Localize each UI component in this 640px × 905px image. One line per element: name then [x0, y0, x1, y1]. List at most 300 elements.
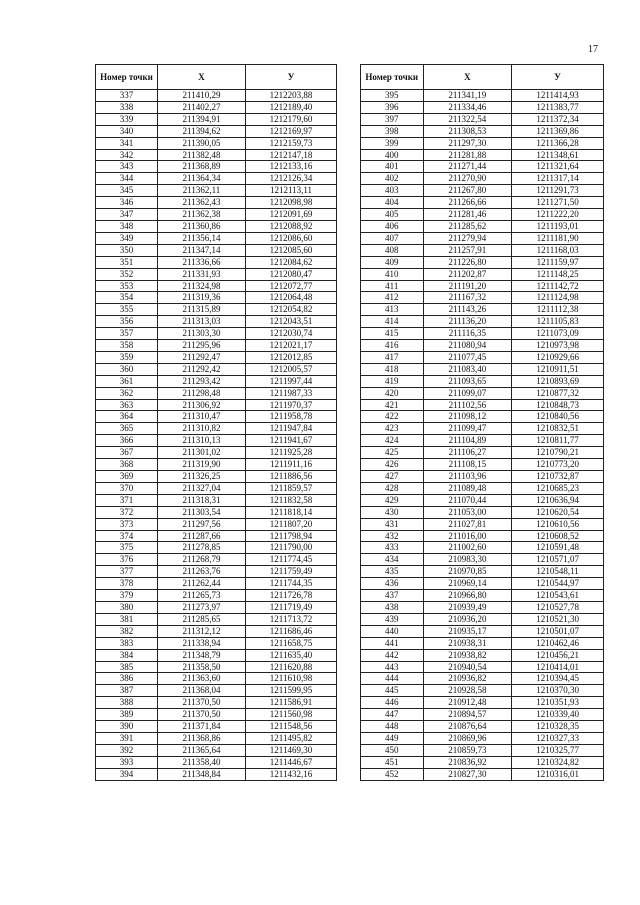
point-number-cell: 427: [361, 471, 424, 483]
x-cell: 211293,42: [158, 375, 246, 387]
table-row: [96, 268, 337, 280]
point-number-cell: 448: [361, 721, 424, 733]
y-cell: 1210456,21: [512, 649, 604, 661]
point-number-cell: 356: [96, 316, 158, 328]
table-row: [96, 113, 337, 125]
table-row: [96, 423, 337, 435]
y-cell: 1210414,01: [512, 661, 604, 673]
table-row: [361, 351, 604, 363]
table-row: [96, 399, 337, 411]
x-cell: 210869,96: [423, 732, 512, 744]
y-cell: 1210544,97: [512, 578, 604, 590]
x-cell: 211370,50: [158, 709, 246, 721]
x-cell: 210827,30: [423, 768, 512, 780]
point-number-cell: 394: [96, 768, 158, 780]
table-row: [96, 173, 337, 185]
table-row: [96, 566, 337, 578]
x-cell: 211077,45: [423, 351, 512, 363]
y-cell: 1211181,90: [512, 232, 604, 244]
table-row: [361, 209, 604, 221]
table-row: [96, 256, 337, 268]
x-cell: 210859,73: [423, 744, 512, 756]
x-cell: 211080,94: [423, 340, 512, 352]
x-cell: 211093,65: [423, 375, 512, 387]
x-cell: 211338,94: [158, 637, 246, 649]
table-row: [361, 268, 604, 280]
header-y: У: [512, 65, 604, 90]
table-row: [361, 471, 604, 483]
table-row: [96, 685, 337, 697]
x-cell: 211336,66: [158, 256, 246, 268]
table-row: [361, 90, 604, 102]
x-cell: 210928,58: [423, 685, 512, 697]
x-cell: 210939,49: [423, 601, 512, 613]
y-cell: 1212012,85: [246, 351, 337, 363]
table-row: [361, 197, 604, 209]
point-number-cell: 363: [96, 399, 158, 411]
y-cell: 1212005,57: [246, 363, 337, 375]
table-row: [361, 482, 604, 494]
point-number-cell: 415: [361, 328, 424, 340]
table-row: [361, 697, 604, 709]
point-number-cell: 450: [361, 744, 424, 756]
x-cell: 211136,20: [423, 316, 512, 328]
x-cell: 211098,12: [423, 411, 512, 423]
table-row: [361, 232, 604, 244]
table-row: [361, 244, 604, 256]
x-cell: 211348,79: [158, 649, 246, 661]
y-cell: 1211414,93: [512, 90, 604, 102]
y-cell: 1211432,16: [246, 768, 337, 780]
table-row: [96, 673, 337, 685]
y-cell: 1210893,69: [512, 375, 604, 387]
y-cell: 1211148,25: [512, 268, 604, 280]
table-row: [361, 613, 604, 625]
y-cell: 1210773,20: [512, 459, 604, 471]
x-cell: 211053,00: [423, 506, 512, 518]
y-cell: 1210877,32: [512, 387, 604, 399]
point-number-cell: 440: [361, 625, 424, 637]
table-row: [96, 637, 337, 649]
y-cell: 1212147,18: [246, 149, 337, 161]
point-number-cell: 416: [361, 340, 424, 352]
x-cell: 211341,19: [423, 90, 512, 102]
y-cell: 1212021,17: [246, 340, 337, 352]
y-cell: 1211987,33: [246, 387, 337, 399]
table-row: [96, 125, 337, 137]
point-number-cell: 346: [96, 197, 158, 209]
point-number-cell: 373: [96, 518, 158, 530]
point-number-cell: 388: [96, 697, 158, 709]
point-number-cell: 426: [361, 459, 424, 471]
point-number-cell: 351: [96, 256, 158, 268]
y-cell: 1211947,84: [246, 423, 337, 435]
table-row: [361, 411, 604, 423]
point-number-cell: 422: [361, 411, 424, 423]
point-number-cell: 355: [96, 304, 158, 316]
y-cell: 1211369,86: [512, 125, 604, 137]
table-row: [361, 744, 604, 756]
x-cell: 211356,14: [158, 232, 246, 244]
y-cell: 1212084,62: [246, 256, 337, 268]
point-number-cell: 392: [96, 744, 158, 756]
x-cell: 211106,27: [423, 447, 512, 459]
x-cell: 211318,31: [158, 494, 246, 506]
table-row: [361, 756, 604, 768]
point-number-cell: 344: [96, 173, 158, 185]
y-cell: 1210636,94: [512, 494, 604, 506]
x-cell: 211273,97: [158, 601, 246, 613]
table-row: [361, 316, 604, 328]
x-cell: 211324,98: [158, 280, 246, 292]
y-cell: 1211726,78: [246, 590, 337, 602]
point-number-cell: 391: [96, 732, 158, 744]
x-cell: 211394,91: [158, 113, 246, 125]
table-row: [96, 280, 337, 292]
y-cell: 1210543,61: [512, 590, 604, 602]
point-number-cell: 425: [361, 447, 424, 459]
point-number-cell: 438: [361, 601, 424, 613]
x-cell: 211362,38: [158, 209, 246, 221]
y-cell: 1211271,50: [512, 197, 604, 209]
x-cell: 211402,27: [158, 101, 246, 113]
x-cell: 211257,91: [423, 244, 512, 256]
y-cell: 1210973,98: [512, 340, 604, 352]
x-cell: 210966,80: [423, 590, 512, 602]
y-cell: 1211291,73: [512, 185, 604, 197]
x-cell: 211368,89: [158, 161, 246, 173]
x-cell: 211271,44: [423, 161, 512, 173]
y-cell: 1210316,01: [512, 768, 604, 780]
x-cell: 211270,90: [423, 173, 512, 185]
point-number-cell: 434: [361, 554, 424, 566]
point-number-cell: 431: [361, 518, 424, 530]
point-number-cell: 406: [361, 220, 424, 232]
table-row: [96, 518, 337, 530]
x-cell: 211334,46: [423, 101, 512, 113]
y-cell: 1211635,40: [246, 649, 337, 661]
y-cell: 1211372,34: [512, 113, 604, 125]
table-row: [96, 768, 337, 780]
y-cell: 1211997,44: [246, 375, 337, 387]
point-number-cell: 444: [361, 673, 424, 685]
y-cell: 1211383,77: [512, 101, 604, 113]
x-cell: 211089,48: [423, 482, 512, 494]
x-cell: 211262,44: [158, 578, 246, 590]
y-cell: 1211586,91: [246, 697, 337, 709]
table-row: [96, 756, 337, 768]
x-cell: 211308,53: [423, 125, 512, 137]
table-row: [96, 411, 337, 423]
y-cell: 1212159,73: [246, 137, 337, 149]
table-row: [361, 494, 604, 506]
y-cell: 1212126,34: [246, 173, 337, 185]
x-cell: 211363,60: [158, 673, 246, 685]
point-number-cell: 354: [96, 292, 158, 304]
x-cell: 211116,35: [423, 328, 512, 340]
point-number-cell: 341: [96, 137, 158, 149]
table-row: [361, 721, 604, 733]
point-number-cell: 387: [96, 685, 158, 697]
table-row: [96, 161, 337, 173]
y-cell: 1212054,82: [246, 304, 337, 316]
point-number-cell: 442: [361, 649, 424, 661]
header-y: У: [246, 65, 337, 90]
table-row: [361, 542, 604, 554]
table-row: [96, 197, 337, 209]
y-cell: 1211925,28: [246, 447, 337, 459]
point-number-cell: 405: [361, 209, 424, 221]
x-cell: 211298,48: [158, 387, 246, 399]
point-number-cell: 348: [96, 220, 158, 232]
y-cell: 1212043,51: [246, 316, 337, 328]
table-row: [361, 328, 604, 340]
y-cell: 1211560,98: [246, 709, 337, 721]
point-number-cell: 432: [361, 530, 424, 542]
point-number-cell: 385: [96, 661, 158, 673]
x-cell: 211266,66: [423, 197, 512, 209]
x-cell: 211394,62: [158, 125, 246, 137]
table-row: [361, 506, 604, 518]
table-row: [96, 375, 337, 387]
y-cell: 1211073,09: [512, 328, 604, 340]
point-number-cell: 437: [361, 590, 424, 602]
x-cell: 211365,64: [158, 744, 246, 756]
y-cell: 1212088,92: [246, 220, 337, 232]
table-row: [361, 685, 604, 697]
y-cell: 1211124,98: [512, 292, 604, 304]
y-cell: 1211610,98: [246, 673, 337, 685]
table-row: [96, 625, 337, 637]
x-cell: 210894,57: [423, 709, 512, 721]
table-row: [96, 209, 337, 221]
point-number-cell: 428: [361, 482, 424, 494]
x-cell: 211027,81: [423, 518, 512, 530]
x-cell: 211297,56: [158, 518, 246, 530]
point-number-cell: 347: [96, 209, 158, 221]
point-number-cell: 378: [96, 578, 158, 590]
point-number-cell: 377: [96, 566, 158, 578]
table-row: [361, 399, 604, 411]
table-row: [96, 542, 337, 554]
y-cell: 1210685,23: [512, 482, 604, 494]
x-cell: 211319,36: [158, 292, 246, 304]
y-cell: 1211366,28: [512, 137, 604, 149]
x-cell: 211083,40: [423, 363, 512, 375]
point-number-cell: 447: [361, 709, 424, 721]
point-number-cell: 364: [96, 411, 158, 423]
point-number-cell: 417: [361, 351, 424, 363]
x-cell: 211315,89: [158, 304, 246, 316]
table-row: [96, 578, 337, 590]
y-cell: 1211719,49: [246, 601, 337, 613]
table-row: [96, 601, 337, 613]
table-row: [361, 566, 604, 578]
header-x: X: [158, 65, 246, 90]
x-cell: 211358,50: [158, 661, 246, 673]
point-number-cell: 408: [361, 244, 424, 256]
point-number-cell: 353: [96, 280, 158, 292]
x-cell: 211310,13: [158, 435, 246, 447]
x-cell: 211310,47: [158, 411, 246, 423]
x-cell: 211410,29: [158, 90, 246, 102]
x-cell: 211268,79: [158, 554, 246, 566]
table-row: [96, 292, 337, 304]
y-cell: 1211958,78: [246, 411, 337, 423]
y-cell: 1210527,78: [512, 601, 604, 613]
table-row: [96, 435, 337, 447]
table-row: [96, 244, 337, 256]
point-number-cell: 412: [361, 292, 424, 304]
x-cell: 211226,80: [423, 256, 512, 268]
point-number-cell: 410: [361, 268, 424, 280]
y-cell: 1210840,56: [512, 411, 604, 423]
table-row: [96, 590, 337, 602]
y-cell: 1210610,56: [512, 518, 604, 530]
y-cell: 1210328,35: [512, 721, 604, 733]
y-cell: 1210832,51: [512, 423, 604, 435]
y-cell: 1211620,88: [246, 661, 337, 673]
y-cell: 1212080,47: [246, 268, 337, 280]
x-cell: 211191,20: [423, 280, 512, 292]
y-cell: 1210732,87: [512, 471, 604, 483]
point-number-cell: 423: [361, 423, 424, 435]
x-cell: 211331,93: [158, 268, 246, 280]
point-number-cell: 358: [96, 340, 158, 352]
table-row: [96, 220, 337, 232]
point-number-cell: 445: [361, 685, 424, 697]
point-number-cell: 398: [361, 125, 424, 137]
x-cell: 211099,47: [423, 423, 512, 435]
point-number-cell: 343: [96, 161, 158, 173]
x-cell: 211263,76: [158, 566, 246, 578]
point-number-cell: 339: [96, 113, 158, 125]
x-cell: 211303,54: [158, 506, 246, 518]
y-cell: 1210620,54: [512, 506, 604, 518]
x-cell: 211348,84: [158, 768, 246, 780]
x-cell: 211167,32: [423, 292, 512, 304]
header-point-number: Номер точки: [361, 65, 424, 90]
y-cell: 1210324,82: [512, 756, 604, 768]
table-row: [361, 518, 604, 530]
y-cell: 1211790,00: [246, 542, 337, 554]
point-number-cell: 361: [96, 375, 158, 387]
table-row: [96, 232, 337, 244]
x-cell: 211103,96: [423, 471, 512, 483]
header-point-number: Номер точки: [96, 65, 158, 90]
y-cell: 1211911,16: [246, 459, 337, 471]
table-row: [361, 459, 604, 471]
y-cell: 1212179,60: [246, 113, 337, 125]
table-row: [96, 351, 337, 363]
x-cell: 211370,50: [158, 697, 246, 709]
y-cell: 1210608,52: [512, 530, 604, 542]
x-cell: 211306,92: [158, 399, 246, 411]
table-row: [96, 459, 337, 471]
table-row: [96, 482, 337, 494]
x-cell: 210836,92: [423, 756, 512, 768]
y-cell: 1211142,72: [512, 280, 604, 292]
point-number-cell: 366: [96, 435, 158, 447]
point-number-cell: 407: [361, 232, 424, 244]
point-number-cell: 411: [361, 280, 424, 292]
point-number-cell: 409: [361, 256, 424, 268]
table-row: [361, 185, 604, 197]
x-cell: 211002,60: [423, 542, 512, 554]
x-cell: 211310,82: [158, 423, 246, 435]
y-cell: 1212064,48: [246, 292, 337, 304]
point-number-cell: 452: [361, 768, 424, 780]
x-cell: 211070,44: [423, 494, 512, 506]
x-cell: 211303,30: [158, 328, 246, 340]
table-row: [361, 649, 604, 661]
point-number-cell: 397: [361, 113, 424, 125]
point-number-cell: 436: [361, 578, 424, 590]
x-cell: 211099,07: [423, 387, 512, 399]
table-row: [96, 304, 337, 316]
point-number-cell: 382: [96, 625, 158, 637]
point-number-cell: 401: [361, 161, 424, 173]
table-row: [361, 423, 604, 435]
point-number-cell: 420: [361, 387, 424, 399]
table-row: [96, 613, 337, 625]
x-cell: 211285,65: [158, 613, 246, 625]
table-row: [361, 256, 604, 268]
x-cell: 211364,34: [158, 173, 246, 185]
table-row: [96, 732, 337, 744]
table-row: [361, 125, 604, 137]
y-cell: 1212072,77: [246, 280, 337, 292]
point-number-cell: 400: [361, 149, 424, 161]
x-cell: 210936,20: [423, 613, 512, 625]
x-cell: 211281,46: [423, 209, 512, 221]
x-cell: 211016,00: [423, 530, 512, 542]
y-cell: 1211798,94: [246, 530, 337, 542]
y-cell: 1210325,77: [512, 744, 604, 756]
y-cell: 1210501,07: [512, 625, 604, 637]
table-row: [361, 220, 604, 232]
y-cell: 1210327,33: [512, 732, 604, 744]
table-row: [361, 732, 604, 744]
y-cell: 1211599,95: [246, 685, 337, 697]
x-cell: 211347,14: [158, 244, 246, 256]
x-cell: 210935,17: [423, 625, 512, 637]
point-number-cell: 350: [96, 244, 158, 256]
x-cell: 211362,43: [158, 197, 246, 209]
point-number-cell: 367: [96, 447, 158, 459]
x-cell: 211295,96: [158, 340, 246, 352]
table-row: [361, 137, 604, 149]
y-cell: 1211686,46: [246, 625, 337, 637]
y-cell: 1211941,67: [246, 435, 337, 447]
point-number-cell: 414: [361, 316, 424, 328]
table-row: [96, 149, 337, 161]
y-cell: 1212098,98: [246, 197, 337, 209]
point-number-cell: 370: [96, 482, 158, 494]
x-cell: 211371,84: [158, 721, 246, 733]
y-cell: 1211105,83: [512, 316, 604, 328]
point-number-cell: 360: [96, 363, 158, 375]
y-cell: 1212189,40: [246, 101, 337, 113]
table-row: [96, 340, 337, 352]
y-cell: 1211321,64: [512, 161, 604, 173]
point-number-cell: 395: [361, 90, 424, 102]
table-row: [361, 768, 604, 780]
table-row: [361, 673, 604, 685]
x-cell: 211104,89: [423, 435, 512, 447]
point-number-cell: 446: [361, 697, 424, 709]
x-cell: 210969,14: [423, 578, 512, 590]
